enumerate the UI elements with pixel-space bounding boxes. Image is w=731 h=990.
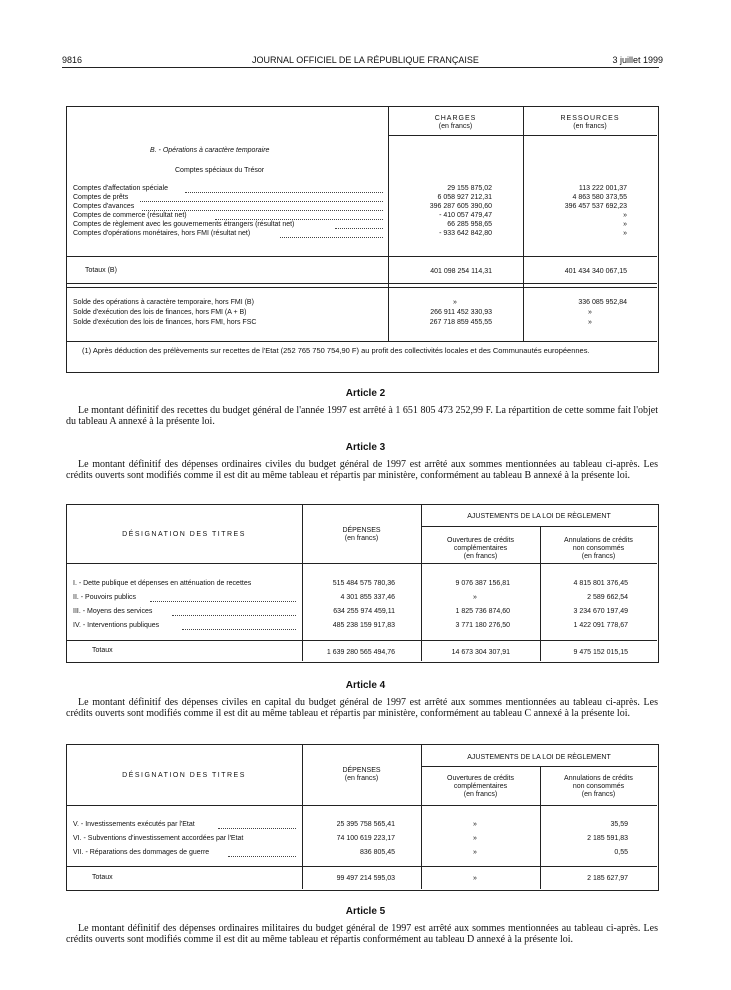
dot-leader [172,609,296,616]
col-header-ressources: RESSOURCES [560,115,620,122]
table-row-ouvertures: » [473,835,477,842]
table-footnote: (1) Après déduction des prélèvements sur recettes de l'Etat (252 765 750 754,90 F) au profit des collectivités locales et des Communautés européennes. [82,346,590,355]
dot-leader [185,186,383,193]
table-row-ressources: 4 863 580 373,55 [572,194,627,201]
article-4-title: Article 4 [345,680,386,691]
solde-row-charges: 267 718 859 455,55 [429,319,492,326]
table-row-charges: 6 058 927 212,31 [437,194,492,201]
total-label: Totaux [92,647,113,654]
dot-leader [215,213,383,220]
table-row-depenses: 25 395 758 565,41 [336,821,395,828]
solde-row-ressources: » [588,309,592,316]
dot-leader [140,195,383,202]
table-row-depenses: 515 484 575 780,36 [332,580,395,587]
table-row-depenses: 836 805,45 [359,849,395,856]
subsection-title: Comptes spéciaux du Trésor [175,167,265,174]
solde-row-ressources: 336 085 952,84 [578,299,627,306]
table-row-ressources: » [623,221,627,228]
table-row-label: VII. - Réparations des dommages de guerre [73,849,210,856]
table-row-charges: - 410 057 479,47 [439,212,492,219]
table-row-annulations: 35,59 [610,821,628,828]
dot-leader [228,850,296,857]
col-header-annulations: Annulations de crédits non consommés (en francs) [564,537,633,560]
table-row-charges: 396 287 605 390,60 [429,203,492,210]
article-3-title: Article 3 [345,442,386,453]
total-charges: 401 098 254 114,31 [430,268,492,275]
table-row-annulations: 2 185 591,83 [587,835,628,842]
table-row-ressources: 396 457 537 692,23 [564,203,627,210]
solde-row-charges: 266 911 452 330,93 [430,309,492,316]
total-ressources: 401 434 340 067,15 [564,268,627,275]
total-label: Totaux [92,874,113,881]
table-row-label: II. - Pouvoirs publics [73,594,137,601]
table-row-ouvertures: » [473,594,477,601]
solde-row-label: Solde d'exécution des lois de finances, hors FMI, hors FSC [73,319,257,326]
article-2-body: Le montant définitif des recettes du budget général de l'année 1997 est arrêté à 1 651 805 473 252,99 F. La répartition de cette somme fait l'objet du tableau A annexé à la présente loi. [66,405,658,427]
table-row-ouvertures: 1 825 736 874,60 [455,608,510,615]
table-row-label: Comptes d'affectation spéciale [73,185,168,192]
table-row-charges: 29 155 875,02 [447,185,492,192]
total-ouvertures: » [473,875,477,882]
table-row-ressources: » [623,212,627,219]
header-divider [66,805,657,806]
solde-row-label: Solde d'exécution des lois de finances, hors FMI (A + B) [73,309,247,316]
col-header-ouvertures: Ouvertures de crédits complémentaires (en francs) [447,537,514,560]
table-row-label: Comptes d'opérations monétaires, hors FMI (résultat net) [73,230,251,237]
col-header-ressources-unit: (en francs) [573,123,607,130]
total-depenses: 1 639 280 565 494,76 [326,649,395,656]
section-title: B. - Opérations à caractère temporaire [150,147,270,154]
solde-row-ressources: » [588,319,592,326]
col-divider [388,106,389,341]
total-divider [66,866,657,867]
col-header-charges-unit: (en francs) [438,123,473,130]
page-number: 9816 [62,55,83,65]
total-label: Totaux (B) [85,267,117,274]
col-header-designation: DÉSIGNATION DES TITRES [122,531,246,538]
article-2-title: Article 2 [345,388,386,399]
header-divider [421,526,657,527]
row-divider [66,283,657,284]
col-divider [302,744,303,889]
solde-row-charges: » [453,299,457,306]
table-row-annulations: 4 815 801 376,45 [573,580,628,587]
table-row-depenses: 634 255 974 459,11 [333,608,395,615]
page-date: 3 juillet 1999 [612,55,663,65]
row-divider [66,256,657,257]
table-row-charges: 66 285 958,65 [447,221,492,228]
table-row-label: IV. - Interventions publiques [73,622,160,629]
table-row-ressources: » [623,230,627,237]
table-row-label: Comptes d'avances [73,203,135,210]
article-5-text [66,923,658,945]
dot-leader [218,822,296,829]
journal-title: JOURNAL OFFICIEL DE LA RÉPUBLIQUE FRANÇAISE [252,55,479,65]
table-row-annulations: 2 589 662,54 [587,594,628,601]
article-3-text [66,459,658,481]
table-row-label: V. - Investissements exécutés par l'Etat [73,821,195,828]
col-divider [523,106,524,341]
header-rule [62,67,659,68]
col-header-ajustements: AJUSTEMENTS DE LA LOI DE RÈGLEMENT [467,513,611,520]
table-row-label: Comptes de règlement avec les gouvernements étrangers (résultat net) [73,221,295,228]
row-divider [66,341,657,342]
table-row-depenses: 74 100 619 223,17 [336,835,395,842]
total-divider [66,640,657,641]
header-divider [421,766,657,767]
col-header-charges: CHARGES [434,115,477,122]
col-header-ouvertures: Ouvertures de crédits complémentaires (en francs) [447,775,514,798]
col-header-ajustements: AJUSTEMENTS DE LA LOI DE RÈGLEMENT [467,754,611,761]
dot-leader [182,623,296,630]
header-divider [66,563,657,564]
table-row-label: VI. - Subventions d'investissement accordées par l'Etat [73,835,244,842]
table-row-ouvertures: 9 076 387 156,81 [455,580,510,587]
table-row-ouvertures: » [473,821,477,828]
col-header-depenses: DÉPENSES (en francs) [342,767,381,782]
dot-leader [280,231,383,238]
col-divider [421,504,422,661]
col-header-annulations: Annulations de crédits non consommés (en francs) [564,775,633,798]
article-4-text [66,697,658,719]
dot-leader [142,204,383,211]
total-depenses: 99 497 214 595,03 [336,875,395,882]
article-5-title: Article 5 [345,906,386,917]
total-ouvertures: 14 673 304 307,91 [451,649,510,656]
col-header-designation: DÉSIGNATION DES TITRES [122,772,246,779]
table-row-ressources: 113 222 001,37 [578,185,627,192]
article-5-body: Le montant définitif des dépenses ordinaires militaires du budget général de 1997 est arrêté aux sommes mentionnées au tableau ci-après. Les crédits ouverts sont modifiés comme il est dit au même tableau et répartis conformément au tableau D annexé à la présente loi. [66,923,658,945]
table-row-charges: - 933 642 842,80 [439,230,492,237]
table-row-depenses: 4 301 855 337,46 [340,594,395,601]
table-row-annulations: 0,55 [614,849,628,856]
table-row-ouvertures: 3 771 180 276,50 [455,622,510,629]
table-row-ouvertures: » [473,849,477,856]
table-row-label: Comptes de commerce (résultat net) [73,212,187,219]
article-2-text [66,405,658,427]
solde-row-label: Solde des opérations à caractère temporaire, hors FMI (B) [73,299,254,306]
header-divider [388,135,657,136]
total-annulations: 9 475 152 015,15 [573,649,628,656]
table-row-annulations: 1 422 091 778,67 [573,622,628,629]
table-row-label: III. - Moyens des services [73,608,153,615]
table-row-label: I. - Dette publique et dépenses en atténuation de recettes [73,580,252,587]
article-3-body: Le montant définitif des dépenses ordinaires civiles du budget général de 1997 est arrêté aux sommes mentionnées au tableau ci-après. Les crédits ouverts sont modifiés comme il est dit au même tableau et répartis par ministère, conformément au tableau B annexé à la présente loi. [66,459,658,481]
dot-leader [335,222,383,229]
col-header-depenses: DÉPENSES (en francs) [342,527,381,542]
table-row-annulations: 3 234 670 197,49 [573,608,628,615]
total-annulations: 2 185 627,97 [587,875,628,882]
table-row-label: Comptes de prêts [73,194,129,201]
row-divider [66,287,657,288]
dot-leader [150,595,296,602]
article-4-body: Le montant définitif des dépenses civiles en capital du budget général de 1997 est arrêté aux sommes mentionnées au tableau ci-après. Les crédits ouverts sont modifiés comme il est dit au même tableau et répartis par ministère, conformément au tableau C annexé à la présente loi. [66,697,658,719]
table-row-depenses: 485 238 159 917,83 [332,622,395,629]
